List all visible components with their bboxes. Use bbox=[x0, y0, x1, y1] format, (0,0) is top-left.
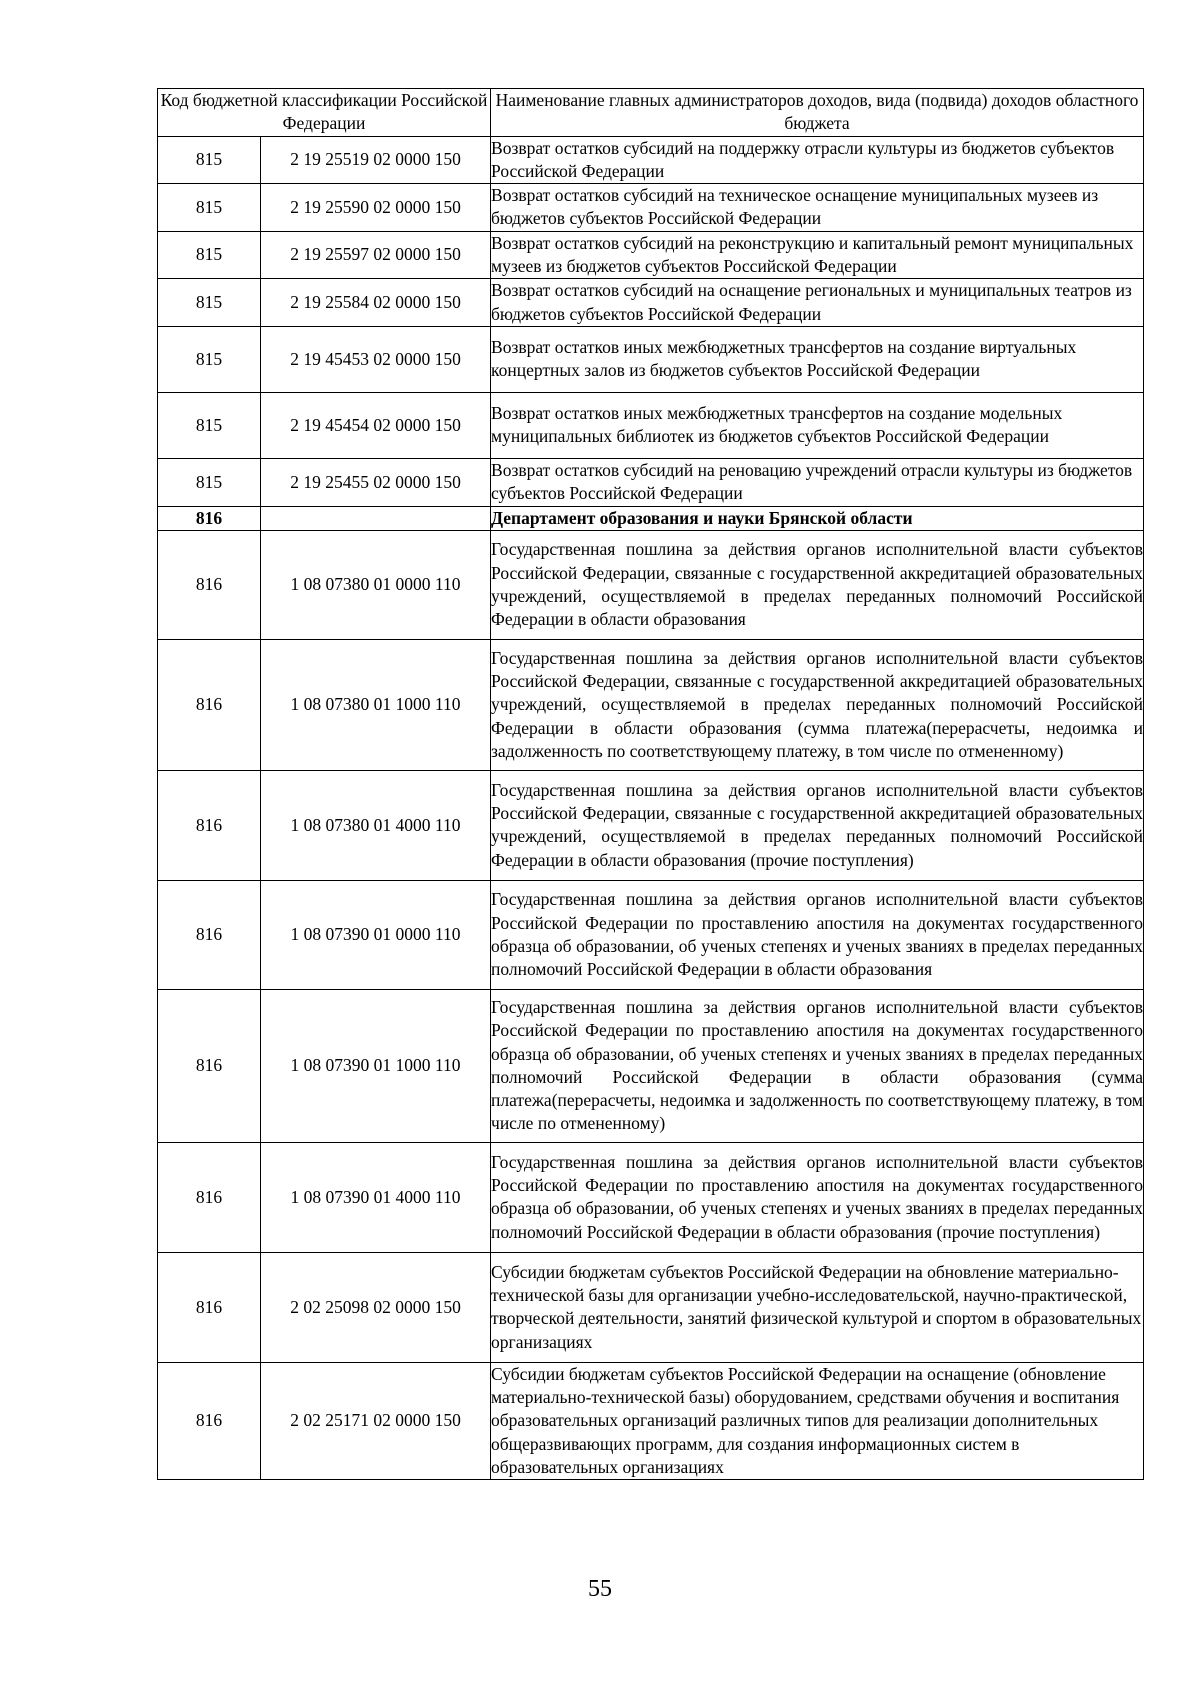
budget-code-cell: 2 19 25597 02 0000 150 bbox=[261, 231, 491, 279]
budget-code-cell: 2 19 25590 02 0000 150 bbox=[261, 184, 491, 232]
administrator-code-cell: 815 bbox=[158, 136, 261, 184]
administrator-code-cell: 816 bbox=[158, 639, 261, 770]
revenue-name-cell: Возврат остатков субсидий на реновацию учреждений отрасли культуры из бюджетов субъектов Российской Федерации bbox=[491, 458, 1144, 506]
table-row bbox=[158, 770, 1144, 880]
table-row bbox=[158, 392, 1144, 458]
administrator-code-cell: 816 bbox=[158, 530, 261, 639]
revenue-name-cell: Возврат остатков субсидий на реконструкцию и капитальный ремонт муниципальных музеев из бюджетов субъектов Российской Федерации bbox=[491, 231, 1144, 279]
budget-code-cell: 2 19 25519 02 0000 150 bbox=[261, 136, 491, 184]
header-administrator-name: Наименование главных администраторов доходов, вида (подвида) доходов областного бюджета bbox=[491, 89, 1144, 137]
revenue-name-cell: Возврат остатков субсидий на поддержку отрасли культуры из бюджетов субъектов Российской Федерации bbox=[491, 136, 1144, 184]
budget-code-cell: 1 08 07390 01 0000 110 bbox=[261, 880, 491, 989]
table-row bbox=[158, 279, 1144, 327]
section-header-row bbox=[158, 506, 1144, 530]
revenue-name-cell: Государственная пошлина за действия органов исполнительной власти субъектов Российской Федерации, связанные с государственной аккредитацией образовательных учреждений, осуществляемой в пределах переданных полномочий Российской Федерации в области образования (прочие поступления) bbox=[491, 770, 1144, 880]
administrator-code-cell: 816 bbox=[158, 1252, 261, 1362]
department-name-cell: Департамент образования и науки Брянской области bbox=[491, 506, 1144, 530]
administrator-code-cell: 816 bbox=[158, 1362, 261, 1479]
revenue-name-cell: Государственная пошлина за действия органов исполнительной власти субъектов Российской Федерации по проставлению апостиля на документах государственного образца об образовании, об ученых степенях и ученых званиях в пределах переданных полномочий Российской Федерации в области образования (сумма платежа(перерасчеты, недоимка и задолженность по соответствующему платежу, в том числе по отмененному) bbox=[491, 989, 1144, 1142]
budget-code-cell bbox=[261, 506, 491, 530]
budget-code-cell: 2 19 25455 02 0000 150 bbox=[261, 458, 491, 506]
administrator-code-cell: 816 bbox=[158, 880, 261, 989]
table-row bbox=[158, 639, 1144, 770]
table-row bbox=[158, 1362, 1144, 1479]
budget-code-cell: 2 02 25171 02 0000 150 bbox=[261, 1362, 491, 1479]
table-row bbox=[158, 1252, 1144, 1362]
header-budget-code: Код бюджетной классификации Российской Федерации bbox=[158, 89, 491, 137]
administrator-code-cell: 815 bbox=[158, 392, 261, 458]
table-row bbox=[158, 1142, 1144, 1252]
table-row bbox=[158, 326, 1144, 392]
administrator-code-cell: 816 bbox=[158, 989, 261, 1142]
table-row bbox=[158, 880, 1144, 989]
administrator-code-cell: 816 bbox=[158, 506, 261, 530]
administrator-code-cell: 816 bbox=[158, 1142, 261, 1252]
table-row bbox=[158, 989, 1144, 1142]
administrator-code-cell: 815 bbox=[158, 458, 261, 506]
budget-code-cell: 1 08 07390 01 1000 110 bbox=[261, 989, 491, 1142]
administrator-code-cell: 815 bbox=[158, 279, 261, 327]
table-row bbox=[158, 136, 1144, 184]
administrator-code-cell: 815 bbox=[158, 231, 261, 279]
table-header-row bbox=[158, 89, 1144, 137]
table-row bbox=[158, 458, 1144, 506]
table-row bbox=[158, 184, 1144, 232]
revenue-name-cell: Возврат остатков иных межбюджетных трансфертов на создание модельных муниципальных библиотек из бюджетов субъектов Российской Федерации bbox=[491, 392, 1144, 458]
revenue-name-cell: Субсидии бюджетам субъектов Российской Федерации на оснащение (обновление материально-технической базы) оборудованием, средствами обучения и воспитания образовательных организаций различных типов для реализации дополнительных общеразвивающих программ, для создания информационных систем в образовательных организациях bbox=[491, 1362, 1144, 1479]
budget-code-cell: 2 19 45454 02 0000 150 bbox=[261, 392, 491, 458]
revenue-name-cell: Государственная пошлина за действия органов исполнительной власти субъектов Российской Федерации по проставлению апостиля на документах государственного образца об образовании, об ученых степенях и ученых званиях в пределах переданных полномочий Российской Федерации в области образования (прочие поступления) bbox=[491, 1142, 1144, 1252]
budget-code-cell: 1 08 07380 01 1000 110 bbox=[261, 639, 491, 770]
revenue-name-cell: Государственная пошлина за действия органов исполнительной власти субъектов Российской Федерации, связанные с государственной аккредитацией образовательных учреждений, осуществляемой в пределах переданных полномочий Российской Федерации в области образования (сумма платежа(перерасчеты, недоимка и задолженность по соответствующему платежу, в том числе по отмененному) bbox=[491, 639, 1144, 770]
revenue-name-cell: Субсидии бюджетам субъектов Российской Федерации на обновление материально-технической базы для организации учебно-исследовательской, научно-практической, творческой деятельности, занятий физической культурой и спортом в образовательных организациях bbox=[491, 1252, 1144, 1362]
revenue-name-cell: Государственная пошлина за действия органов исполнительной власти субъектов Российской Федерации по проставлению апостиля на документах государственного образца об образовании, об ученых степенях и ученых званиях в пределах переданных полномочий Российской Федерации в области образования bbox=[491, 880, 1144, 989]
revenue-name-cell: Возврат остатков иных межбюджетных трансфертов на создание виртуальных концертных залов из бюджетов субъектов Российской Федерации bbox=[491, 326, 1144, 392]
budget-code-cell: 2 19 25584 02 0000 150 bbox=[261, 279, 491, 327]
administrator-code-cell: 815 bbox=[158, 184, 261, 232]
administrator-code-cell: 816 bbox=[158, 770, 261, 880]
revenue-name-cell: Государственная пошлина за действия органов исполнительной власти субъектов Российской Федерации, связанные с государственной аккредитацией образовательных учреждений, осуществляемой в пределах переданных полномочий Российской Федерации в области образования bbox=[491, 530, 1144, 639]
table-row bbox=[158, 231, 1144, 279]
revenue-name-cell: Возврат остатков субсидий на техническое оснащение муниципальных музеев из бюджетов субъектов Российской Федерации bbox=[491, 184, 1144, 232]
budget-code-cell: 1 08 07390 01 4000 110 bbox=[261, 1142, 491, 1252]
budget-code-cell: 2 19 45453 02 0000 150 bbox=[261, 326, 491, 392]
budget-code-cell: 1 08 07380 01 0000 110 bbox=[261, 530, 491, 639]
budget-classification-table bbox=[157, 88, 1144, 1480]
administrator-code-cell: 815 bbox=[158, 326, 261, 392]
revenue-name-cell: Возврат остатков субсидий на оснащение региональных и муниципальных театров из бюджетов субъектов Российской Федерации bbox=[491, 279, 1144, 327]
table-row bbox=[158, 530, 1144, 639]
budget-code-cell: 1 08 07380 01 4000 110 bbox=[261, 770, 491, 880]
page-number: 55 bbox=[588, 1576, 612, 1602]
budget-code-cell: 2 02 25098 02 0000 150 bbox=[261, 1252, 491, 1362]
